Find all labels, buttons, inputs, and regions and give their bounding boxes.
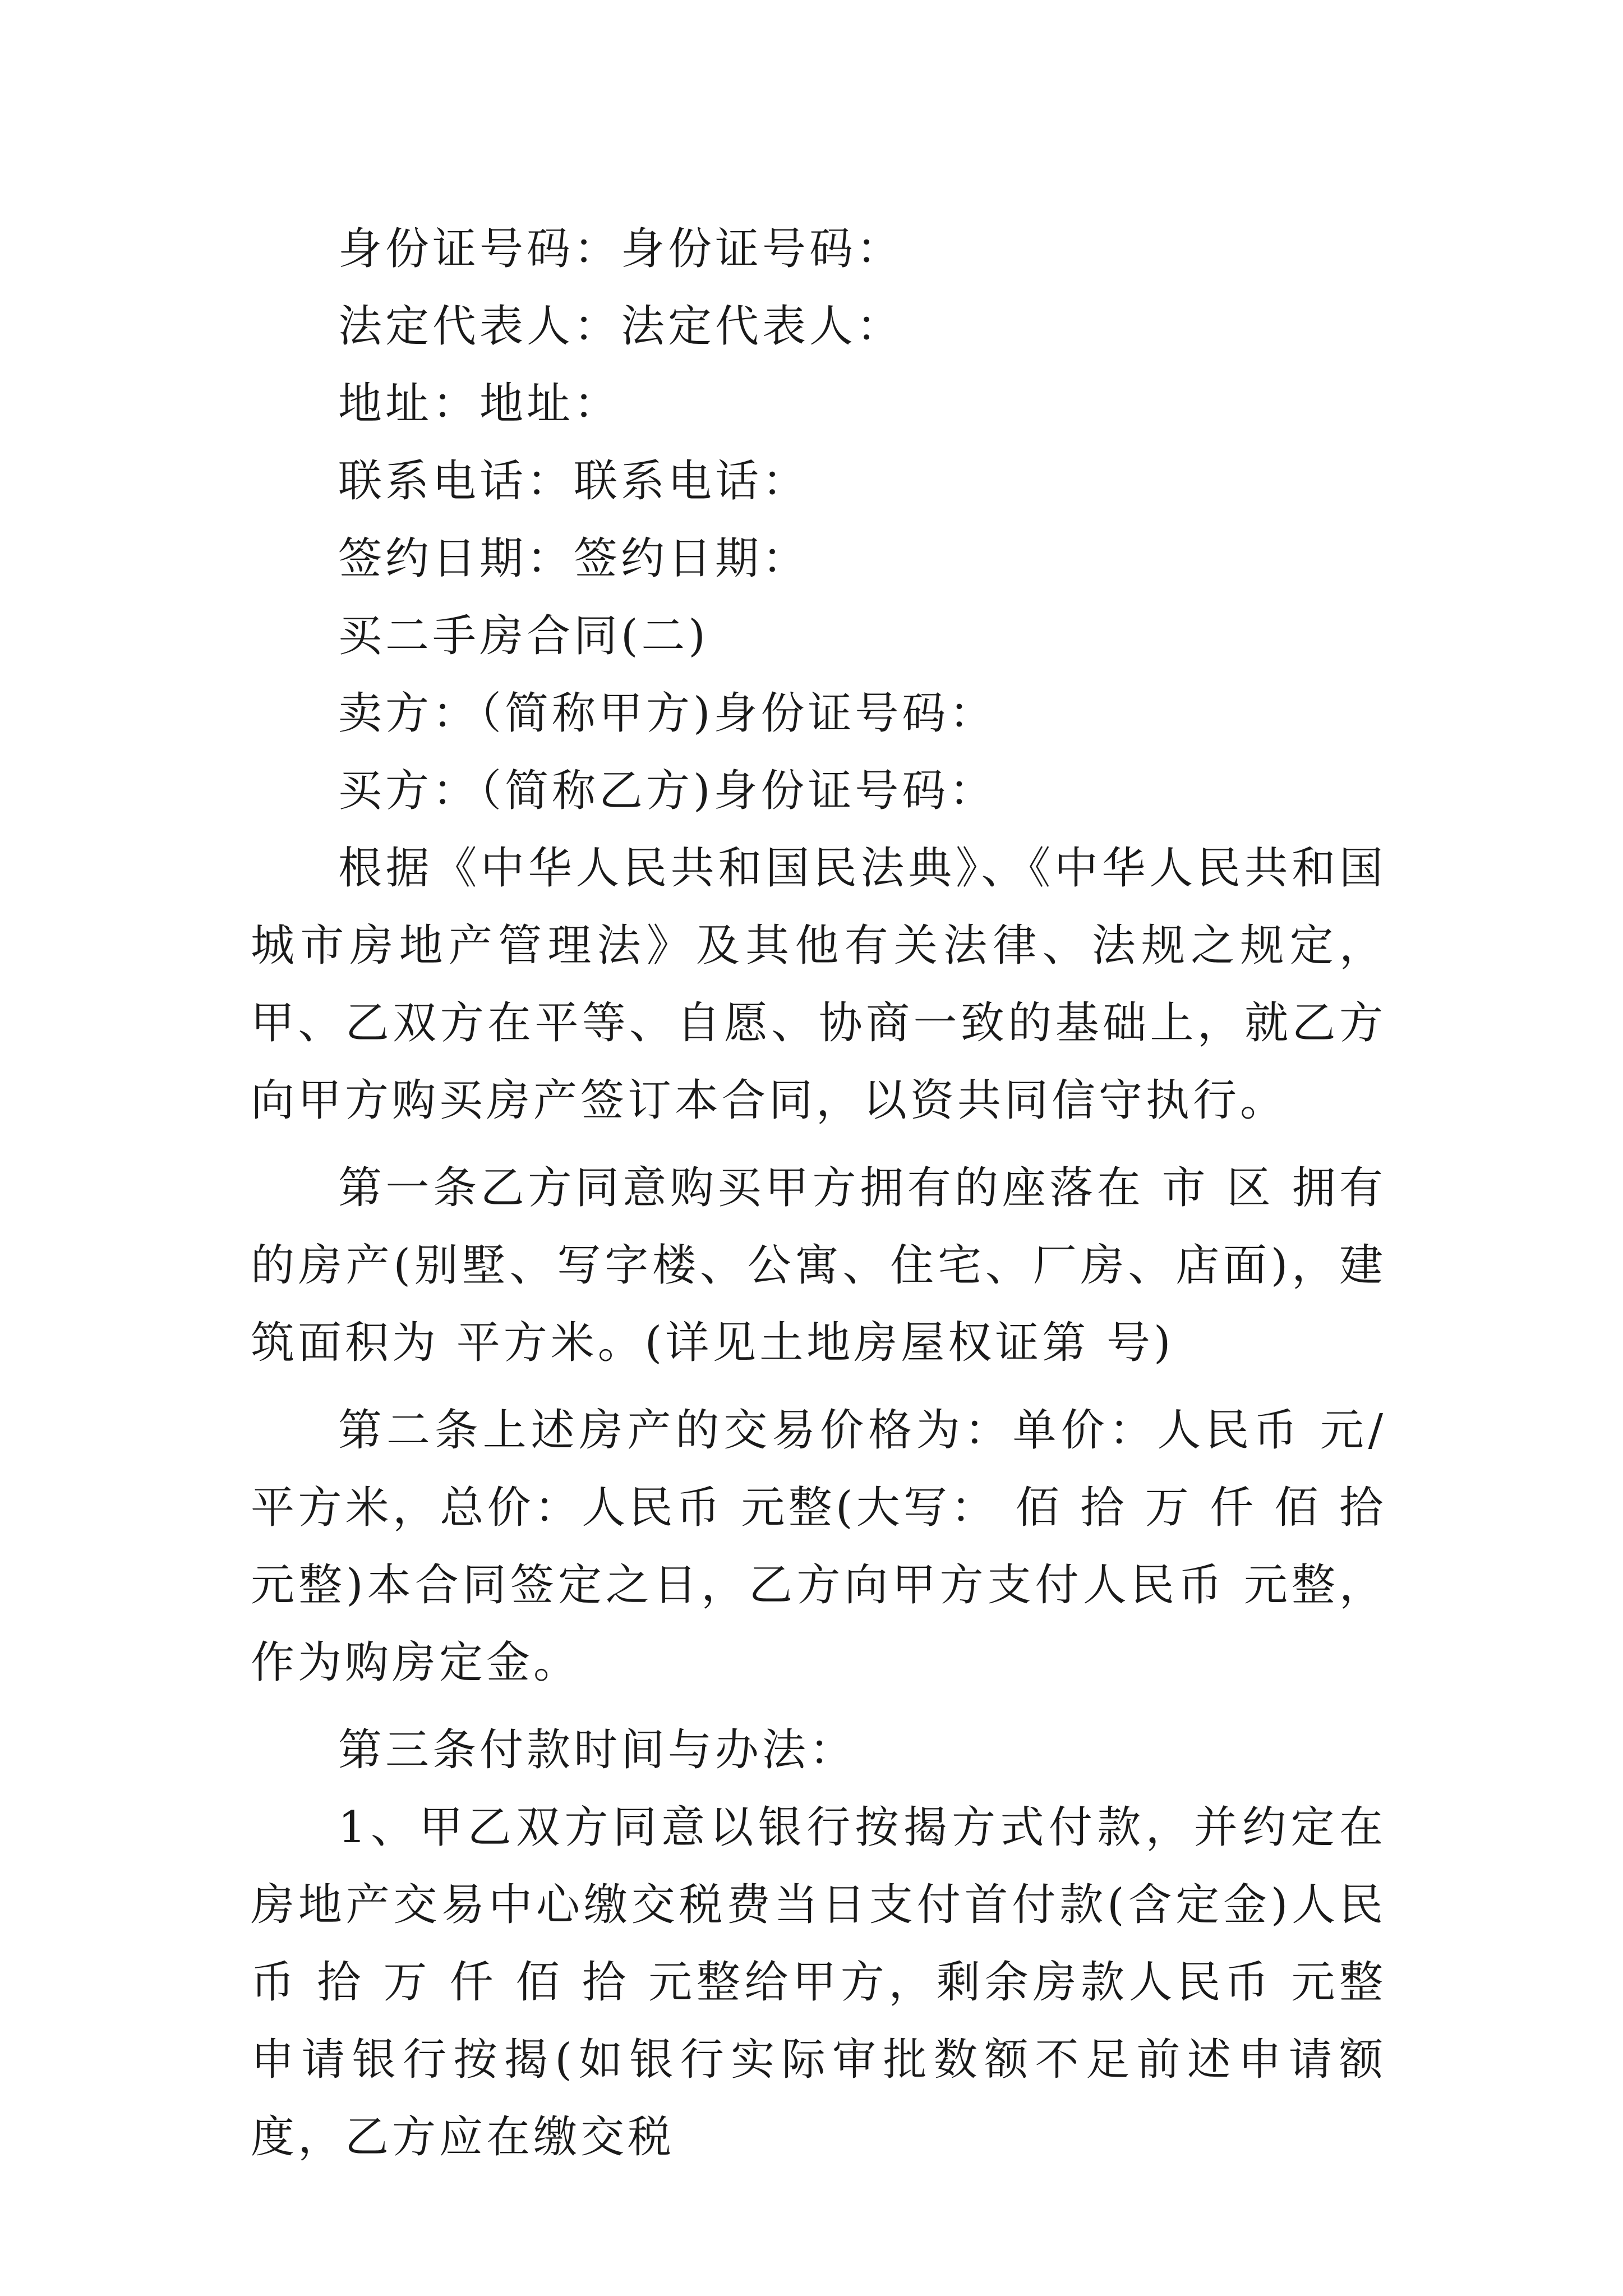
text-line-sign-date: 签约日期：签约日期： bbox=[338, 533, 810, 584]
document-body bbox=[251, 210, 1386, 2176]
text-line-seller: 卖方：（简称甲方)身份证号码： bbox=[338, 688, 997, 739]
paragraph-article-3-heading: 第三条付款时间与办法： bbox=[338, 1725, 857, 1775]
paragraph-preamble: 根据《中华人民共和国民法典》、《中华人民共和国城市房地产管理法》及其他有关法律、法规之规定，甲、乙双方在平等、自愿、协商一致的基础上，就乙方向甲方购买房产签订本合同，以资共同信守执行。 bbox=[251, 843, 1386, 1126]
paragraph-article-3-item-1: 1、甲乙双方同意以银行按揭方式付款，并约定在房地产交易中心缴交税费当日支付首付款(含定金)人民币 拾 万 仟 佰 拾 元整给甲方，剩余房款人民币 元整申请银行按揭(如银行实际审批数额不足前述申请额度，乙方应在缴交税 bbox=[251, 1802, 1386, 2162]
text-line-id-number: 身份证号码：身份证号码： bbox=[338, 224, 904, 274]
paragraph-article-1: 第一条乙方同意购买甲方拥有的座落在 市 区 拥有的房产(别墅、写字楼、公寓、住宅、厂房、店面)，建筑面积为 平方米。(详见土地房屋权证第 号) bbox=[251, 1163, 1386, 1368]
text-line-address: 地址：地址： bbox=[338, 379, 621, 429]
paragraph-article-2: 第二条上述房产的交易价格为：单价：人民币 元/平方米，总价：人民币 元整(大写： 佰 拾 万 仟 佰 拾 元整)本合同签定之日，乙方向甲方支付人民币 元整，作为购房定金。 bbox=[251, 1405, 1386, 1688]
text-line-legal-rep: 法定代表人：法定代表人： bbox=[338, 301, 904, 352]
text-line-phone: 联系电话：联系电话： bbox=[338, 456, 810, 507]
contract-title: 买二手房合同(二) bbox=[338, 611, 709, 661]
text-line-buyer: 买方：（简称乙方)身份证号码： bbox=[338, 766, 997, 816]
